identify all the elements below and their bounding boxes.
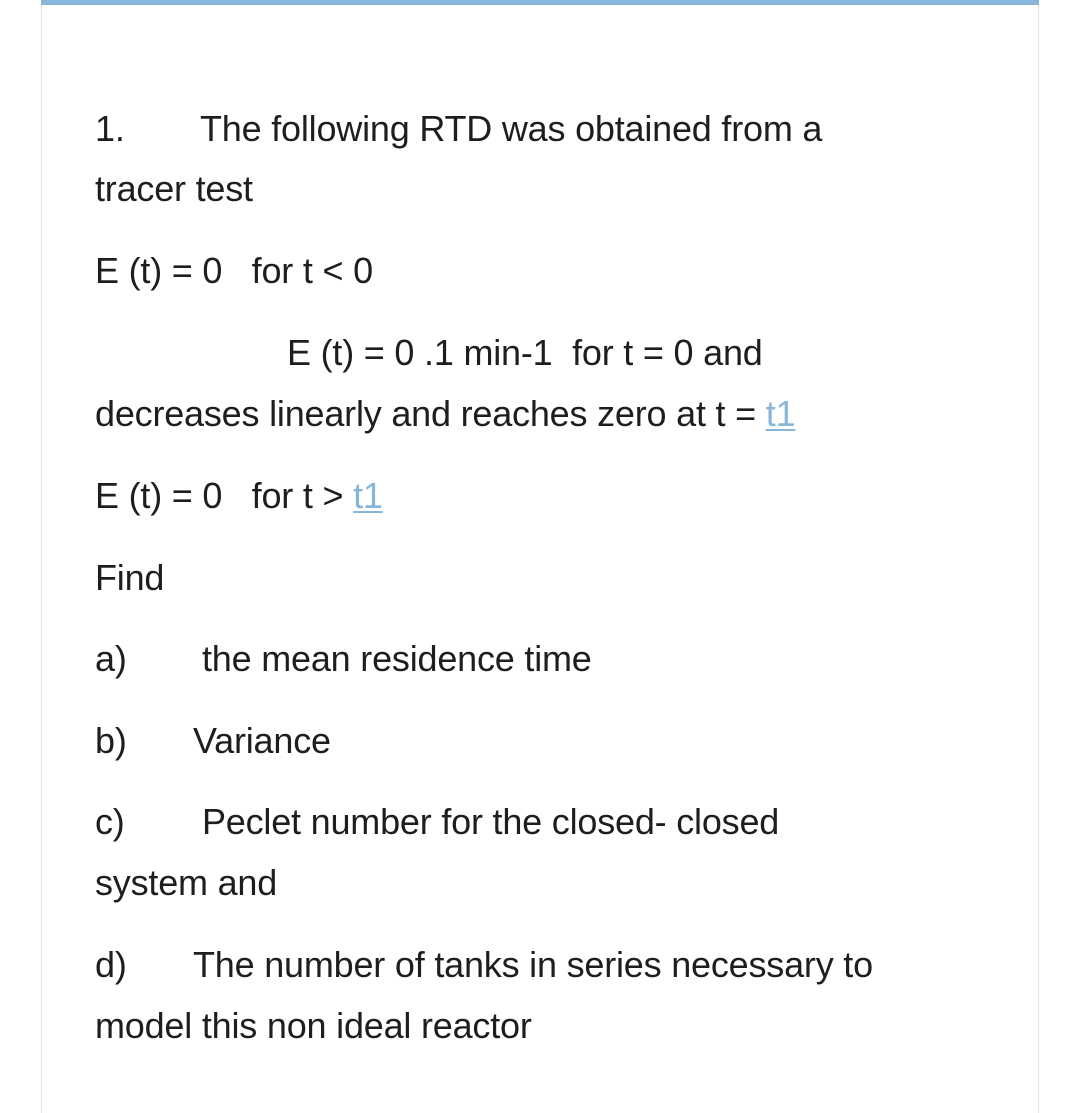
card-top-accent-bar xyxy=(41,0,1039,5)
condition-linear-decrease-text: decreases linearly and reaches zero at t = xyxy=(95,393,766,434)
item-a-text: the mean residence time xyxy=(202,638,592,679)
item-c-marker: c) xyxy=(95,801,125,842)
condition-t-less-than-zero: E (t) = 0 for t < 0 xyxy=(95,250,373,291)
t1-link[interactable]: t1 xyxy=(353,475,383,516)
item-a-marker: a) xyxy=(95,638,127,679)
item-b-marker: b) xyxy=(95,720,127,761)
condition-t-greater-than-t1 xyxy=(95,474,383,518)
find-label: Find xyxy=(95,557,165,598)
t1-link[interactable]: t1 xyxy=(765,393,796,434)
condition-t-greater-text: E (t) = 0 for t > xyxy=(95,475,354,516)
item-d-text-continued: model this non ideal reactor xyxy=(95,1005,532,1046)
item-c-text: Peclet number for the closed- closed xyxy=(202,801,780,842)
item-d-marker: d) xyxy=(95,944,127,985)
question-number: 1. xyxy=(95,108,125,149)
item-c-text-continued: system and xyxy=(95,862,278,903)
condition-linear-decrease xyxy=(95,392,795,436)
condition-t-equals-zero: E (t) = 0 .1 min-1 for t = 0 and xyxy=(287,332,763,373)
question-intro-line1: The following RTD was obtained from a xyxy=(200,108,823,149)
item-d-text: The number of tanks in series necessary to xyxy=(193,944,873,985)
question-intro-line2: tracer test xyxy=(95,168,253,209)
item-b-text: Variance xyxy=(193,720,331,761)
